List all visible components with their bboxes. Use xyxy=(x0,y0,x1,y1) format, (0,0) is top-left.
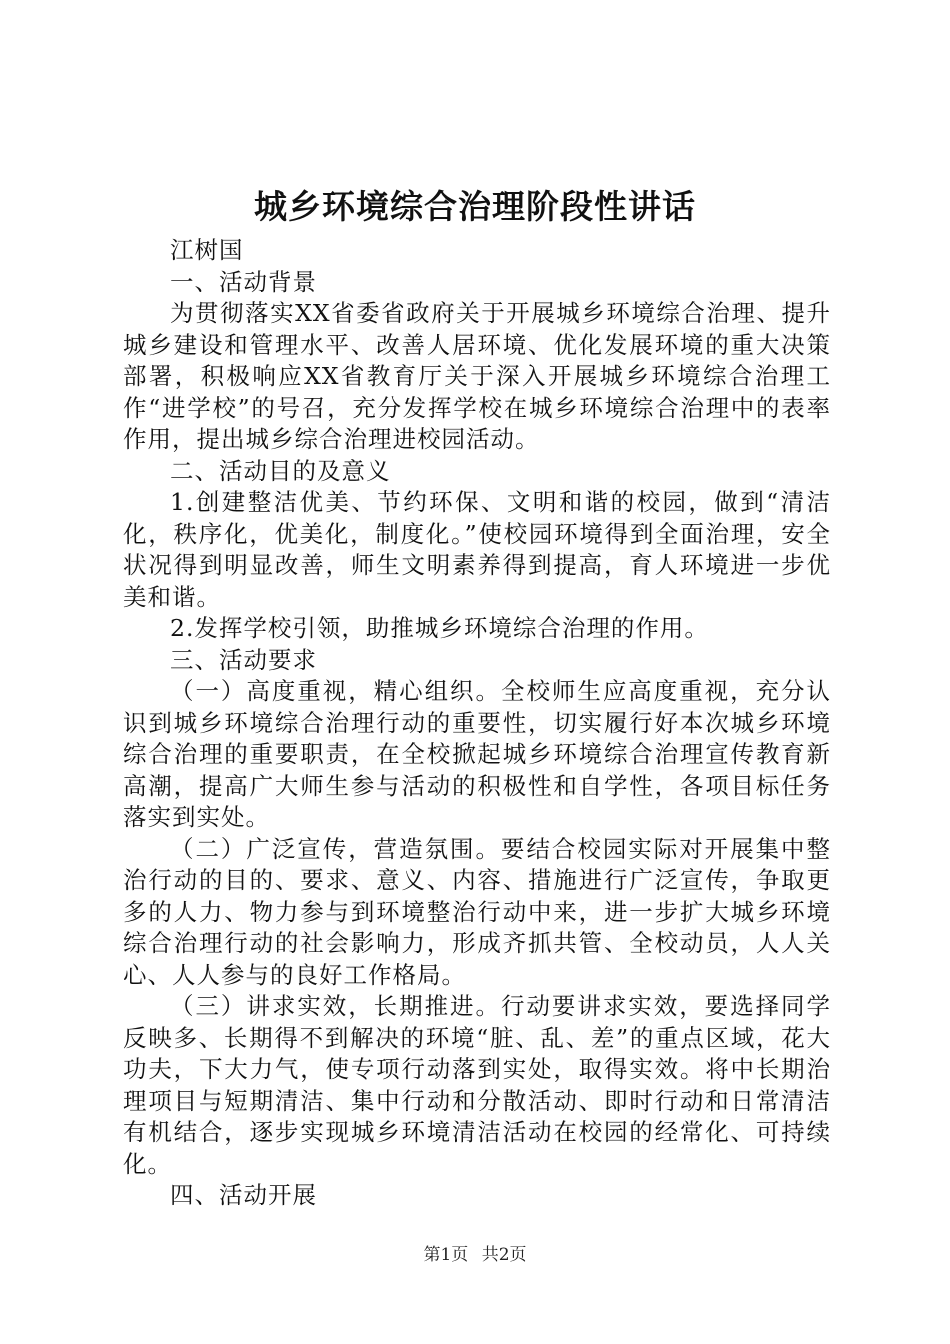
section-heading-background: 一、活动背景 xyxy=(170,267,317,296)
page-footer xyxy=(0,1243,950,1267)
paragraph-background: 为贯彻落实XX省委省政府关于开展城乡环境综合治理、提升城乡建设和管理水平、改善人居环境、优化发展环境的重大决策部署，积极响应XX省教育厅关于深入开展城乡环境综合治理工作“进学校”的号召，充分发挥学校在城乡环境综合治理中的表率作用，提出城乡综合治理进校园活动。 xyxy=(123,299,831,453)
author-line: 江树国 xyxy=(170,236,244,264)
page-total: 共2页 xyxy=(481,1245,527,1265)
page-number: 第1页 xyxy=(423,1245,469,1265)
paragraph-purpose-2: 2.发挥学校引领，助推城乡环境综合治理的作用。 xyxy=(170,614,709,642)
paragraph-requirement-2: （二）广泛宣传，营造氛围。要结合校园实际对开展集中整治行动的目的、要求、意义、内容、措施进行广泛宣传，争取更多的人力、物力参与到环境整治行动中来，进一步扩大城乡环境综合治理行动的社会影响力，形成齐抓共管、全校动员，人人关心、人人参与的良好工作格局。 xyxy=(123,834,831,989)
paragraph-purpose-1: 1.创建整洁优美、节约环保、文明和谐的校园，做到“清洁化，秩序化，优美化，制度化。”使校园环境得到全面治理，安全状况得到明显改善，师生文明素养得到提高，育人环境进一步优美和谐。 xyxy=(123,488,831,611)
paragraph-requirement-1: （一）高度重视，精心组织。全校师生应高度重视，充分认识到城乡环境综合治理行动的重要性，切实履行好本次城乡环境综合治理的重要职责，在全校掀起城乡环境综合治理宣传教育新高潮，提高广大师生参与活动的积极性和自学性，各项目标任务落实到实处。 xyxy=(123,677,831,831)
paragraph-requirement-3: （三）讲求实效，长期推进。行动要讲求实效，要选择同学反映多、长期得不到解决的环境“脏、乱、差”的重点区域，花大功夫，下大力气，使专项行动落到实处，取得实效。将中长期治理项目与短期清洁、集中行动和分散活动、即时行动和日常清洁有机结合，逐步实现城乡环境清洁活动在校园的经常化、可持续化。 xyxy=(123,992,831,1178)
section-heading-activities: 四、活动开展 xyxy=(170,1181,317,1209)
document-title: 城乡环境综合治理阶段性讲话 xyxy=(254,187,696,226)
document-body xyxy=(123,235,831,1212)
section-heading-requirements: 三、活动要求 xyxy=(170,645,317,674)
section-heading-purpose: 二、活动目的及意义 xyxy=(170,456,391,485)
